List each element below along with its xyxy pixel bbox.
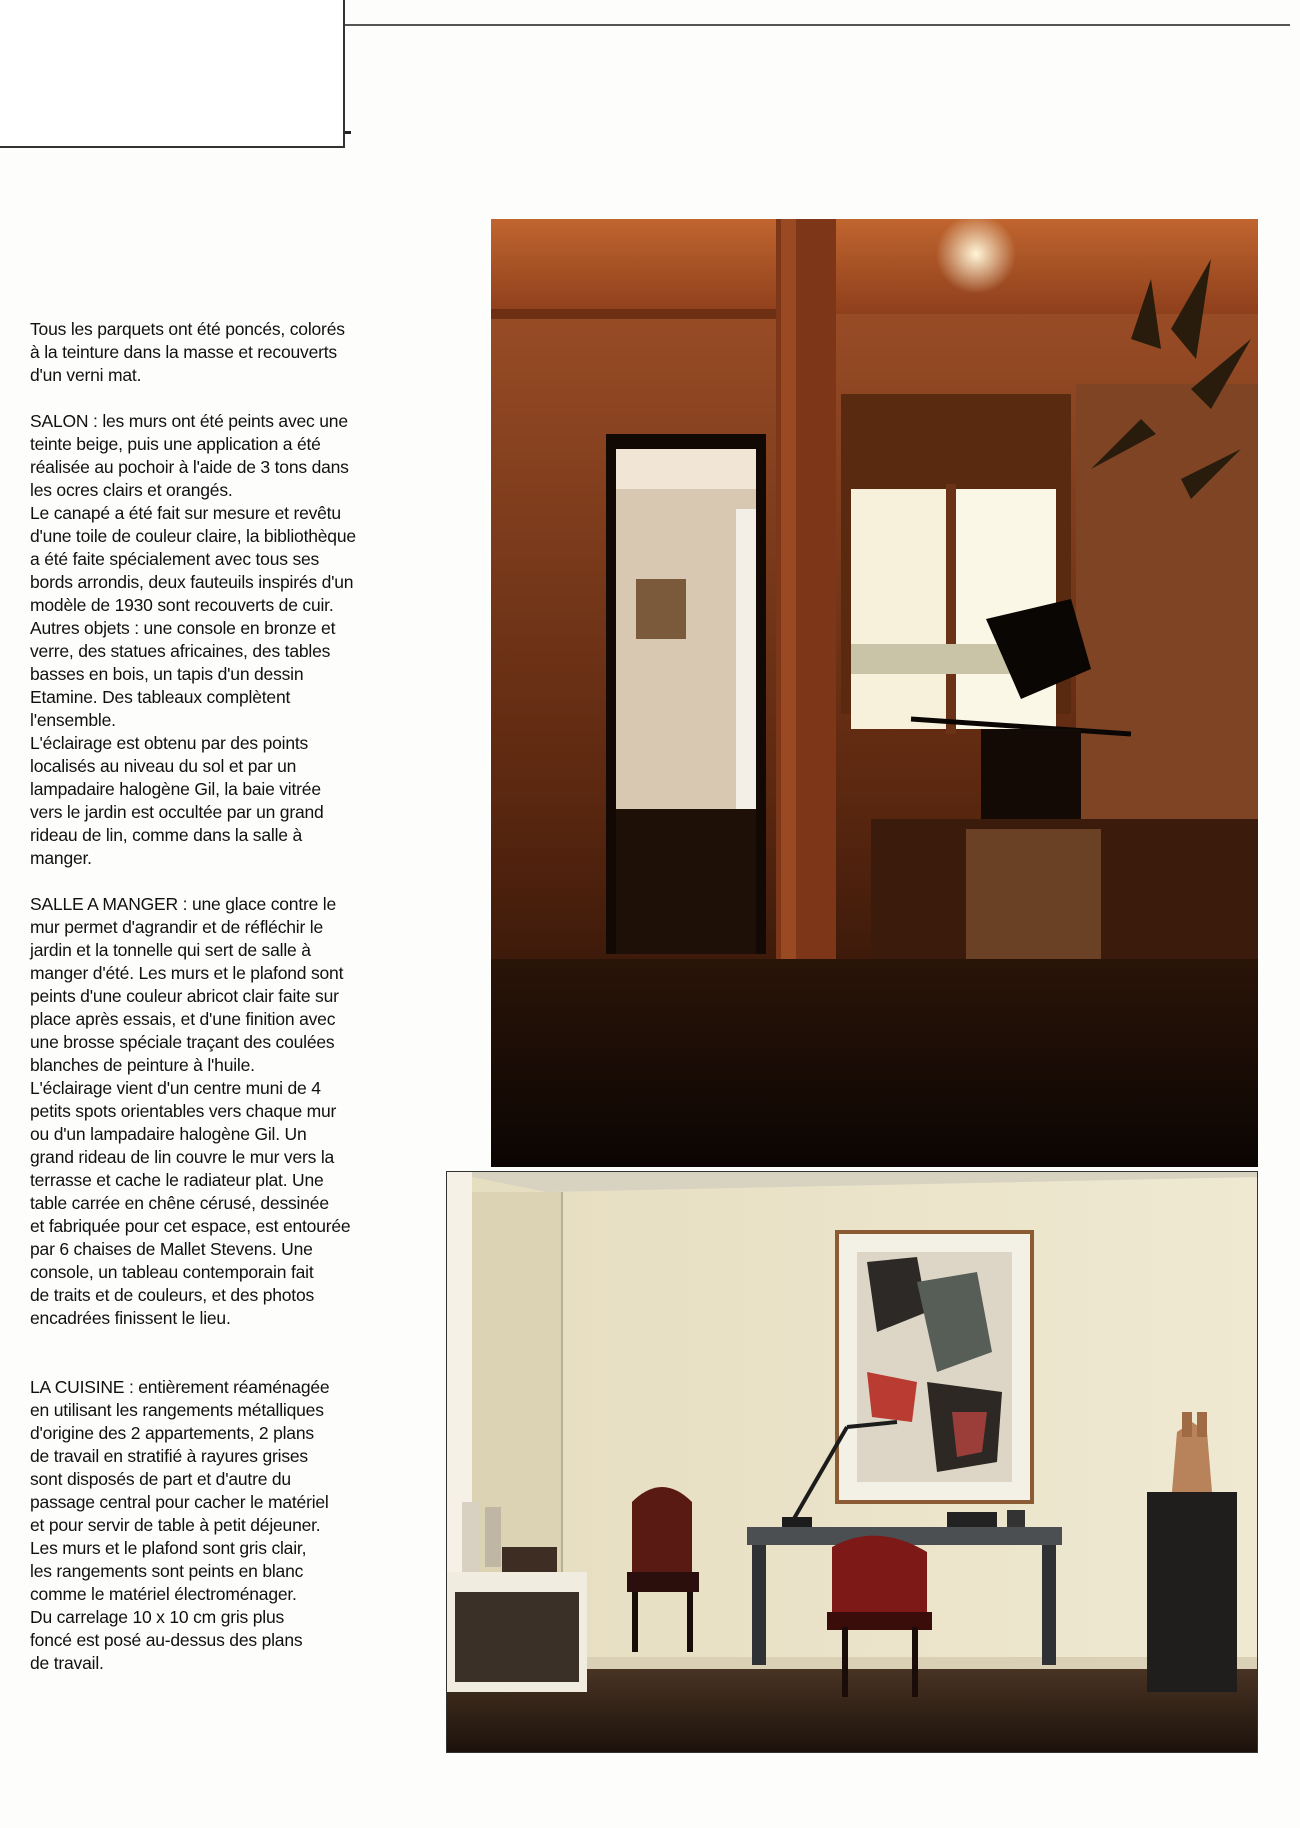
dash-mark [345,131,351,134]
salon-paragraph: SALON : les murs ont été peints avec une teinte beige, puis une application a été réalisée au pochoir à l'aide de 3 tons dans les ocres clairs et orangés. Le canapé a été fait sur mesure et revêtu d'une toile de couleur claire, la bibliothèque a été faite spécialement avec tous ses bords arrondis, deux fauteuils inspirés d'un modèle de 1930 sont recouverts de cuir. Autres objets : une console en bronze et verre, des statues africaines, des tables basses en bois, un tapis d'un dessin Etamine. Des tableaux complètent l'ensemble. L'éclairage est obtenu par des points localisés au niveau du sol et par un lampadaire halogène Gil, la baie vitrée vers le jardin est occultée par un grand rideau de lin, comme dans la salle à manger. [30,411,356,868]
cuisine-paragraph: LA CUISINE : entièrement réaménagée en utilisant les rangements métalliques d'origine des 2 appartements, 2 plans de travail en stratifié à rayures grises sont disposés de part et d'autre du passage central pour cacher le matériel et pour servir de table à petit déjeuner. Les murs et le plafond sont gris clair, les rangements sont peints en blanc comme le matériel électroménager. Du carrelage 10 x 10 cm gris plus foncé est posé au-dessus des plans de travail. [30,1377,330,1673]
salon-photo [491,219,1258,1167]
page-top-edge [345,24,1290,26]
intro-paragraph: Tous les parquets ont été poncés, colorés à la teinture dans la masse et recouverts d'un verni mat. [30,319,345,385]
article-text-column [30,318,425,1675]
dining-room-photo [446,1171,1258,1753]
page-cutout-corner [0,0,345,148]
salon-photo-illustration [491,219,1258,1167]
salle-a-manger-paragraph: SALLE A MANGER : une glace contre le mur permet d'agrandir et de réfléchir le jardin et la tonnelle qui sert de salle à manger d'été. Les murs et le plafond sont peints d'une couleur abricot clair faite sur place après essais, et d'une finition avec une brosse spéciale traçant des coulées blanches de peinture à l'huile. L'éclairage vient d'un centre muni de 4 petits spots orientables vers chaque mur ou d'un lampadaire halogène Gil. Un grand rideau de lin couvre le mur vers la terrasse et cache le radiateur plat. Une table carrée en chêne cérusé, dessinée et fabriquée pour cet espace, est entourée par 6 chaises de Mallet Stevens. Une console, un tableau contemporain fait de traits et de couleurs, et des photos encadrées finissent le lieu. [30,894,351,1328]
dining-room-photo-illustration [447,1172,1257,1752]
